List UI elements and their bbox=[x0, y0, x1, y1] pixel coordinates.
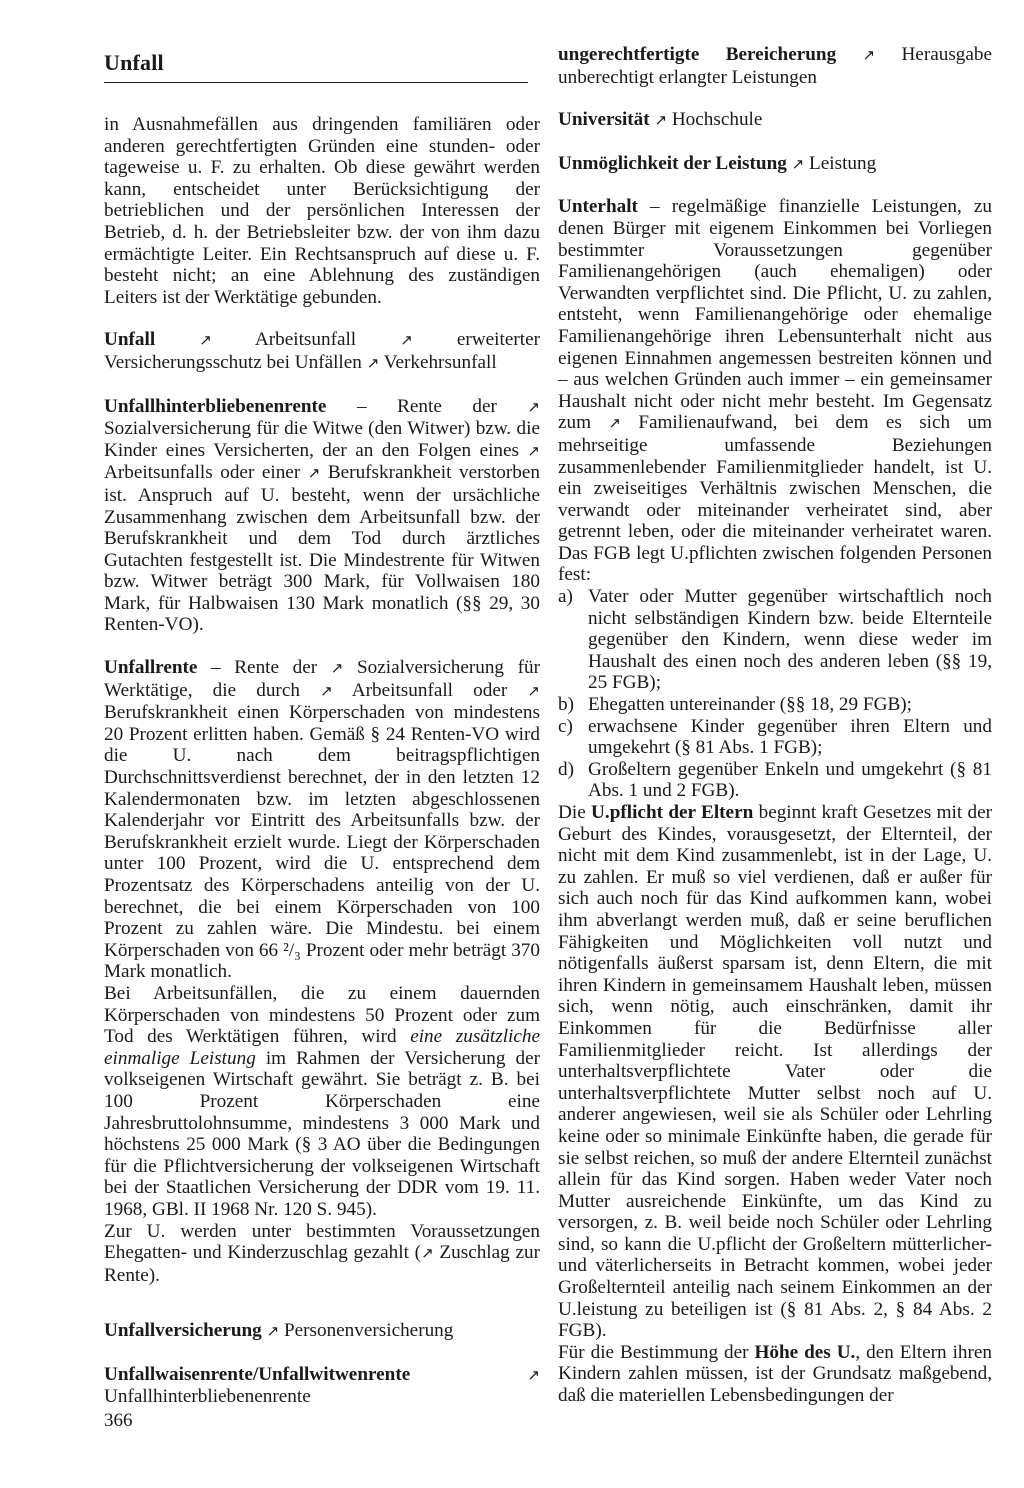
entry-paragraph bbox=[558, 802, 992, 1342]
entry-text: Zur U. werden unter bestimmten Voraussetzungen Ehegatten- und Kinderzuschlag gezahlt ( bbox=[104, 1220, 540, 1264]
entry-keyword: Unfallrente bbox=[104, 657, 198, 679]
cross-reference-link[interactable]: Verkehrsunfall bbox=[383, 351, 497, 373]
cross-reference-arrow-icon: ↗ bbox=[527, 681, 540, 700]
entry-text: – regelmäßige finanzielle Leistungen, zu denen Bürger mit eigenem Einkommen bei Vorliegen bestimmter Voraussetzungen gegenüber Familienangehörigen (auch ehemaligen) oder Verwandten verpflichtet sind. Die Pflicht, U. zu zahlen, entsteht, wenn Familienangehörige oder ehemalige Familienangehörige ihren Lebensunterhalt nicht aus eigenen Einnahmen angemessen bestreiten können und – aus welchen Gründen auch immer – ein gemeinsamer Haushalt nicht oder nicht mehr besteht. Im Gegensatz zum bbox=[558, 196, 992, 434]
entry-keyword: Unfallhinterbliebenenrente bbox=[104, 395, 327, 417]
list-item bbox=[558, 694, 992, 716]
subheading-keyword: Höhe des U. bbox=[754, 1341, 856, 1363]
entry-unterhalt bbox=[558, 196, 992, 586]
list-item bbox=[558, 716, 992, 759]
entry-text: – Rente der bbox=[197, 657, 331, 679]
entry-ungerechtfertigte-bereicherung bbox=[558, 44, 992, 88]
entry-text: im Rahmen der Versicherung der volkseigenen Wirtschaft gewährt. Sie beträgt z. B. bei 100 Prozent Körperschaden eine Jahresbruttolohnsumme, mindestens 3 000 Mark und höchstens 25 000 Mark (§ 3 AO über die Bedingungen für die Pflichtversicherung der volkseigenen Wirtschaft bei der Staatlichen Versicherung der DDR vom 19. 11. 1968, GBl. II 1968 Nr. 120 S. 945). bbox=[104, 1047, 540, 1220]
cross-reference-arrow-icon: ↗ bbox=[320, 681, 333, 700]
entry-text: Zuschlag zur Rente). bbox=[104, 1242, 540, 1286]
right-column bbox=[558, 44, 992, 1407]
entry-paragraph bbox=[104, 1221, 540, 1287]
cross-reference-arrow-icon: ↗ bbox=[266, 1322, 280, 1341]
entry-text: Bei Arbeitsunfällen, die zu einem dauernden Körperschaden von mindestens 50 Prozent oder zum Tod des Werktätigen führen, wird bbox=[104, 982, 540, 1048]
cross-reference-link[interactable]: Leistung bbox=[809, 152, 877, 174]
list-item-text: Großeltern gegenüber Enkeln und umgekehrt (§ 81 Abs. 1 und 2 FGB). bbox=[588, 758, 992, 802]
list-item bbox=[558, 759, 992, 802]
list-item bbox=[558, 586, 992, 694]
cross-reference-link[interactable]: Herausgabe unberechtigt erlangter Leistungen bbox=[558, 44, 993, 88]
entry-text: Sozialversicherung für die Witwe (den Witwer) bzw. die Kinder eines Versicherten, der an den Folgen eines bbox=[104, 418, 540, 461]
cross-reference-link[interactable]: Arbeitsunfall bbox=[254, 329, 357, 351]
cross-reference-arrow-icon: ↗ bbox=[654, 111, 668, 130]
entry-text: Arbeitsunfalls oder einer bbox=[104, 462, 308, 484]
entry-text: Die bbox=[558, 802, 592, 823]
list-item-text: Ehegatten untereinander (§§ 18, 29 FGB); bbox=[588, 694, 912, 716]
entry-text: – Rente der bbox=[326, 395, 528, 417]
entry-paragraph bbox=[104, 983, 540, 1221]
entry-text: Berufskrankheit einen Körperschaden von mindestens 20 Prozent erlitten haben. Gemäß § 24 Renten-VO wird die U. nach dem beitragspflichtigen Durchschnittsverdienst berechnet, der in den letzten 12 Kalendermonaten bzw. im letzten abgeschlossenen Kalenderjahr vor Eintritt des Arbeitsunfalls bzw. der Berufskrankheit erzielt wurde. Liegt der Körperschaden unter 100 Prozent, wird die U. entsprechend dem Prozentsatz des Körperschadens anteilig von der U. berechnet, die bei einem Körperschaden von 100 Prozent zu zahlen wäre. Die Mindestu. bei einem Körperschaden von 66 ²/₃ Prozent oder mehr beträgt 370 Mark monatlich. bbox=[104, 702, 540, 983]
list-item-text: Vater oder Mutter gegenüber wirtschaftlich noch nicht selbständigen Kindern bzw. beide Elternteile gegenüber den Kindern, wenn diese weder im Haushalt des einen noch des anderen leben (§§ 19, 25 FGB); bbox=[588, 586, 992, 694]
entry-unfallversicherung bbox=[104, 1320, 540, 1343]
emphasis-text: eine zusätzliche einmalige Leistung bbox=[104, 1026, 540, 1069]
list-item-label: d) bbox=[558, 758, 574, 780]
page-number: 366 bbox=[104, 1410, 133, 1431]
left-column bbox=[104, 114, 540, 1429]
cross-reference-arrow-icon: ↗ bbox=[307, 464, 321, 483]
entry-unmoeglichkeit-der-leistung bbox=[558, 153, 992, 176]
running-header: Unfall bbox=[104, 50, 164, 75]
cross-reference-arrow-icon: ↗ bbox=[421, 1244, 434, 1263]
cross-reference-arrow-icon: ↗ bbox=[527, 1365, 540, 1384]
cross-reference-arrow-icon: ↗ bbox=[199, 331, 212, 350]
cross-reference-link[interactable]: Personenversicherung bbox=[283, 1320, 454, 1342]
list-item-label: a) bbox=[558, 586, 573, 608]
cross-reference-arrow-icon: ↗ bbox=[608, 414, 621, 433]
entry-unfallwaisenrente bbox=[104, 1364, 540, 1408]
entry-text: , den Eltern ihren Kindern zahlen müssen, ist der Grundsatz maßgebend, daß die materiellen Lebensbedingungen der bbox=[558, 1341, 992, 1407]
entry-keyword: Unfallversicherung bbox=[104, 1320, 262, 1342]
header-rule bbox=[104, 82, 528, 83]
list-item-label: c) bbox=[558, 715, 573, 737]
entry-text: Für die Bestimmung der bbox=[558, 1341, 755, 1363]
cross-reference-arrow-icon: ↗ bbox=[400, 331, 413, 350]
entry-keyword: Universität bbox=[558, 109, 650, 131]
list-item-text: erwachsene Kinder gegenüber ihren Eltern und umgekehrt (§ 81 Abs. 1 FGB); bbox=[588, 715, 992, 759]
entry-keyword: Unterhalt bbox=[558, 196, 638, 218]
entry-unfallrente bbox=[104, 657, 540, 983]
cross-reference-arrow-icon: ↗ bbox=[527, 441, 540, 460]
entry-text: Arbeitsunfall oder bbox=[351, 679, 528, 701]
entry-unfallhinterbliebenenrente bbox=[104, 396, 540, 637]
cross-reference-link[interactable]: Unfallhinterbliebenenrente bbox=[104, 1386, 311, 1408]
cross-reference-arrow-icon: ↗ bbox=[527, 397, 540, 416]
entry-continuation bbox=[104, 114, 540, 308]
entry-universitaet bbox=[558, 109, 992, 132]
entry-text: beginnt kraft Gesetzes mit der Geburt des Kindes, vorausgesetzt, der Elternteil, der nicht mit dem Kind zusammenlebt, ist in der Lage, U. zu zahlen. Er muß so viel verdienen, daß er außer für sich auch noch für das Kind aufkommen kann, wobei ihm abverlangt werden muß, daß er seine beruflichen Fähigkeiten und Möglichkeiten voll nutzt und nötigenfalls äußerst sparsam ist, denn Eltern, die mit ihren Kindern in gemeinsamem Haushalt leben, müssen sich, wenn nötig, auch einschränken, damit ihr Einkommen für die Bedürfnisse aller Familienmitglieder reicht. Ist allerdings der unterhaltsverpflichtete Vater oder die unterhaltsverpflichtete Mutter selbst noch auf U. anderer angewiesen, weil sie als Schüler oder Lehrling keine oder so minimale Einkünfte haben, die gerade für sie selbst reichen, so muß der andere Elternteil zunächst allein für das Kind sorgen. Haben weder Vater noch Mutter ausreichende Einkünfte, um das Kind zu versorgen, z. B. weil beide noch Schüler oder Lehrling sind, so kann die U.pflicht der Großeltern mütterlicher- und väterlicherseits in Betracht kommen, wobei jeder Großelternteil anteilig nach seinem Einkommen an der U.leistung zu beteiligen ist (§ 81 Abs. 2, § 84 Abs. 2 FGB). bbox=[558, 802, 992, 1342]
entry-keyword: Unfall bbox=[104, 329, 156, 351]
entry-text: Berufskrankheit verstorben ist. Anspruch auf U. besteht, wenn der ursächliche Zusammenhang zwischen dem Arbeitsunfall bzw. der Berufskrankheit und dem Tod durch ärztliches Gutachten festgestellt ist. Die Mindestrente für Witwen bzw. Witwer beträgt 300 Mark, für Vollwaisen 180 Mark, für Halbwaisen 130 Mark monatlich (§§ 29, 30 Renten-VO). bbox=[104, 462, 540, 636]
entry-unfall bbox=[104, 329, 540, 374]
list-item-label: b) bbox=[558, 694, 574, 716]
entry-text: Familienaufwand, bei dem es sich um mehrseitige umfassende Beziehungen zusammenlebender Familienmitglieder handelt, ist U. ein zweiseitiges Verhältnis zwischen Menschen, die verwandt oder miteinander verheiratet sind, aber getrennt leben, oder die miteinander verheiratet waren. Das FGB legt U.pflichten zwischen folgenden Personen fest: bbox=[558, 412, 992, 586]
cross-reference-arrow-icon: ↗ bbox=[862, 46, 876, 64]
obligation-list bbox=[558, 586, 992, 802]
cross-reference-arrow-icon: ↗ bbox=[366, 353, 380, 372]
entry-keyword: Unfallwaisenrente/Unfallwitwenrente bbox=[104, 1363, 411, 1385]
cross-reference-link[interactable]: erweiterter Versicherungsschutz bei Unfällen bbox=[104, 329, 540, 373]
entry-text: in Ausnahmefällen aus dringenden familiären oder anderen gerechtfertigten Gründen eine stunden- oder tageweise u. F. zu erhalten. Ob diese gewährt werden kann, entscheidet unter Berücksichtigung der betrieblichen und der persönlichen Interessen der Betrieb, d. h. der Betriebsleiter bzw. der von ihm dazu ermächtigte Leiter. Ein Rechtsanspruch auf diese u. F. besteht nicht; an eine Ablehnung des zuständigen Leiters ist der Werktätige gebunden. bbox=[104, 114, 540, 308]
subheading-keyword: U.pflicht der Eltern bbox=[591, 802, 754, 823]
cross-reference-arrow-icon: ↗ bbox=[330, 659, 344, 678]
cross-reference-arrow-icon: ↗ bbox=[791, 154, 805, 173]
entry-keyword: ungerechtfertigte Bereicherung bbox=[558, 44, 837, 65]
entry-paragraph bbox=[558, 1342, 992, 1407]
cross-reference-link[interactable]: Hochschule bbox=[671, 109, 763, 131]
entry-text: Sozialversicherung für Werktätige, die durch bbox=[104, 657, 540, 701]
entry-keyword: Unmöglichkeit der Leistung bbox=[558, 152, 787, 174]
